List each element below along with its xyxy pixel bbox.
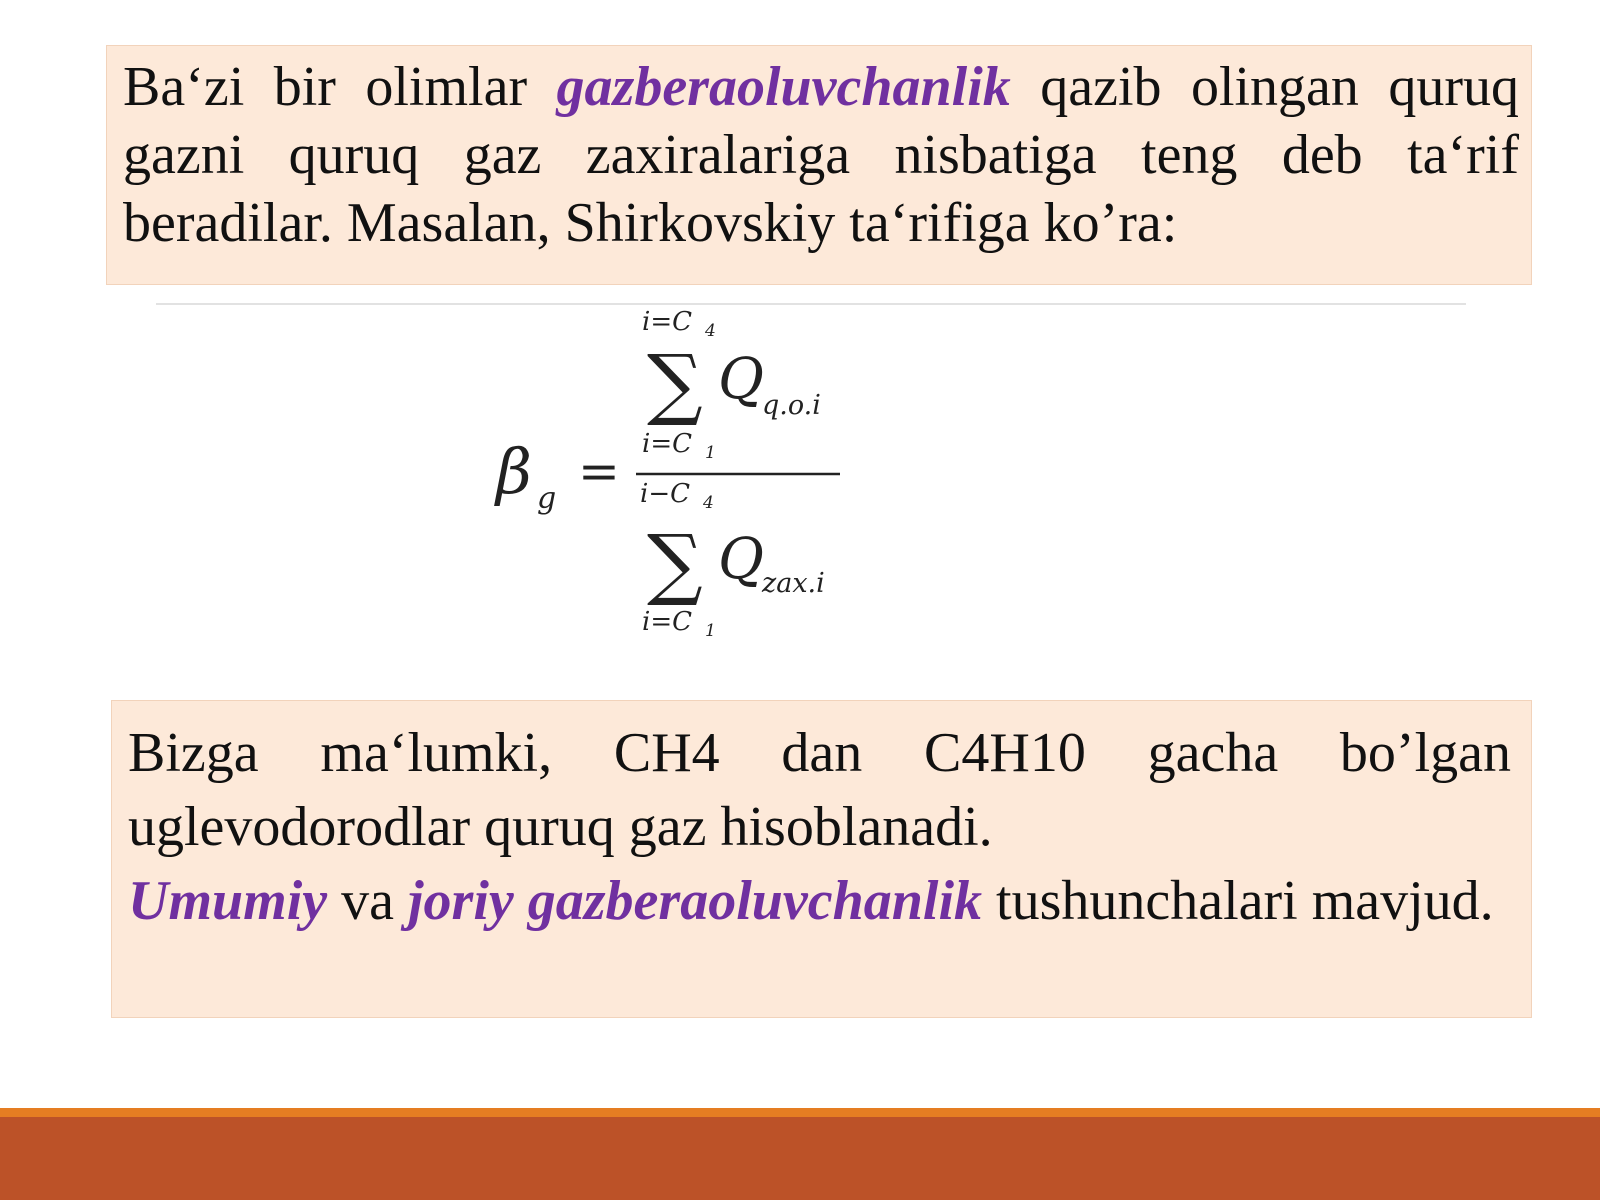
numerator-lower-limit-sub: 1 <box>705 443 716 463</box>
dry-gas-paragraph: Bizga ma‘lumki, CH4 dan C4H10 gacha bo’lgan uglevodorodlar quruq gaz hisoblanadi. <box>128 722 1511 858</box>
definition-text-end: qazib olingan quruq gazni quruq gaz zaxiralariga nisbatiga teng deb ta‘rif beradilar. Masalan, Shirkovskiy ta‘rifiga ko’ra: <box>123 56 1519 254</box>
dry-gas-textbox <box>111 700 1532 1018</box>
denominator-sum-sign: ∑ <box>647 519 703 609</box>
denominator-variable-sub: zax.i <box>762 568 825 599</box>
footer-bar <box>0 1108 1600 1200</box>
numerator-variable: Q <box>718 347 764 412</box>
numerator-variable-sub: q.o.i <box>762 390 821 421</box>
denominator-variable: Q <box>718 527 764 592</box>
concepts-text-va: va <box>327 870 408 932</box>
definition-text-start: Ba‘zi bir olimlar <box>123 56 557 118</box>
highlight-term-joriy-gazberaoluvchanlik: joriy gazberaoluvchanlik <box>407 870 983 932</box>
highlight-term-gazberaoluvchanlik: gazberaoluvchanlik <box>556 56 1011 118</box>
equals-sign: = <box>578 442 620 500</box>
denominator-upper-limit-sub: 4 <box>703 493 714 513</box>
denominator-lower-limit: i=C <box>642 607 692 637</box>
beta-subscript: g <box>537 481 557 516</box>
beta-symbol: β <box>496 435 532 508</box>
denominator-lower-limit-sub: 1 <box>705 621 716 641</box>
numerator-lower-limit: i=C <box>642 429 692 459</box>
numerator-sum-sign: ∑ <box>647 339 703 429</box>
concepts-text-end: tushunchalari mavjud. <box>982 870 1494 932</box>
concepts-paragraph <box>128 864 1511 938</box>
denominator-upper-limit: i−C <box>640 479 690 509</box>
numerator-upper-limit-sub: 4 <box>705 321 716 341</box>
highlight-term-umumiy: Umumiy <box>128 870 328 932</box>
numerator-upper-limit: i=C <box>642 307 692 337</box>
